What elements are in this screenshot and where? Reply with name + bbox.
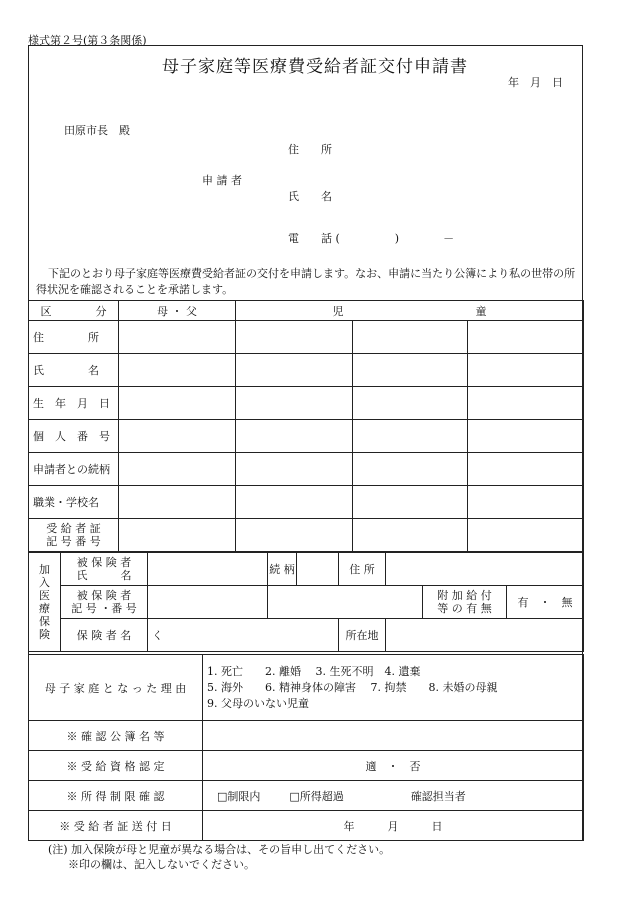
issue-date-label: ※ 受 給 者 証 送 付 日: [29, 811, 203, 841]
cell-input[interactable]: [468, 519, 584, 552]
cell-input[interactable]: [236, 519, 353, 552]
insured-name-label: 被 保 険 者 氏 名: [61, 553, 148, 586]
insured-address-label: 住 所: [339, 553, 386, 586]
cell-input[interactable]: [468, 387, 584, 420]
income-check-options: [203, 781, 584, 811]
income-check-label: ※ 所 得 制 限 確 認: [29, 781, 203, 811]
cell-input[interactable]: [236, 453, 353, 486]
cell-input[interactable]: [236, 354, 353, 387]
insured-name-input[interactable]: [148, 553, 268, 586]
cell-input[interactable]: [353, 519, 468, 552]
cell-input[interactable]: [119, 354, 236, 387]
declaration-text: 下記のとおり母子家庭等医療費受給者証の交付を申請します。なお、申請に当たり公簿により私の世帯の所得状況を確認されることを承諾します。: [36, 267, 576, 296]
row-label-personal-number: 個 人 番 号: [29, 420, 119, 453]
applicant-name-label: 氏 名: [288, 190, 332, 203]
col-header-child: 児 童: [236, 301, 584, 321]
col-header-category: 区 分: [29, 301, 119, 321]
cell-input[interactable]: [119, 321, 236, 354]
cell-input[interactable]: [236, 387, 353, 420]
extra-benefit-label: 附 加 給 付 等 の 有 無: [423, 586, 507, 619]
applicant-address-label: 住 所: [288, 143, 332, 156]
cell-input[interactable]: [468, 420, 584, 453]
cell-input[interactable]: [353, 420, 468, 453]
note-2: ※印の欄は、記入しないでください。: [68, 858, 255, 871]
relation-label: 続 柄: [268, 553, 297, 586]
cell-input[interactable]: [119, 519, 236, 552]
cell-input[interactable]: [236, 486, 353, 519]
row-label-address: 住 所: [29, 321, 119, 354]
applicant-label: 申 請 者: [202, 174, 242, 187]
row-label-birthdate: 生 年 月 日: [29, 387, 119, 420]
insured-address-input[interactable]: [386, 553, 584, 586]
eligibility-value: 適 ・ 否: [203, 751, 584, 781]
cell-input[interactable]: [353, 387, 468, 420]
cell-input[interactable]: [119, 420, 236, 453]
cell-input[interactable]: [468, 453, 584, 486]
reason-office-table: [28, 654, 584, 841]
cell-input[interactable]: [353, 486, 468, 519]
row-label-relation: 申請者との続柄: [29, 453, 119, 486]
row-label-occupation: 職業・学校名: [29, 486, 119, 519]
applicant-child-table: [28, 300, 584, 552]
insurer-name-input[interactable]: く: [148, 619, 339, 652]
cell-input[interactable]: [468, 486, 584, 519]
reason-line-3: 9. 父母のいない児童: [207, 696, 309, 710]
cell-input[interactable]: [468, 354, 584, 387]
cell-input[interactable]: [353, 321, 468, 354]
col-header-parent: 母 ・ 父: [119, 301, 236, 321]
applicant-phone-label: 電 話 ( ) －: [288, 232, 455, 245]
confirm-records-label: ※ 確 認 公 簿 名 等: [29, 721, 203, 751]
insurer-location-input[interactable]: [386, 619, 584, 652]
insurer-location-label: 所在地: [339, 619, 386, 652]
confirm-records-input: [203, 721, 584, 751]
cell-input[interactable]: [236, 321, 353, 354]
row-label-name: 氏 名: [29, 354, 119, 387]
insured-number-input-1[interactable]: [148, 586, 268, 619]
cell-input[interactable]: [353, 453, 468, 486]
cell-input[interactable]: [468, 321, 584, 354]
issue-date-value: 年 月 日: [203, 811, 584, 841]
insurance-side-label: 加 入 医 療 保 険: [29, 553, 61, 652]
addressee: 田原市長 殿: [64, 124, 130, 137]
confirmer-label: 確認担当者: [410, 789, 466, 803]
income-over-checkbox: □所得超過: [289, 789, 344, 803]
application-date: 年 月 日: [508, 76, 563, 89]
cell-input[interactable]: [119, 453, 236, 486]
insurer-name-label: 保 険 者 名: [61, 619, 148, 652]
form-title: 母子家庭等医療費受給者証交付申請書: [162, 57, 468, 77]
relation-input[interactable]: [297, 553, 339, 586]
insured-number-label: 被 保 険 者 記 号 ・番 号: [61, 586, 148, 619]
income-within-checkbox: □制限内: [217, 789, 261, 803]
form-number: 様式第２号(第３条関係): [28, 34, 147, 47]
eligibility-label: ※ 受 給 資 格 認 定: [29, 751, 203, 781]
reason-options[interactable]: [203, 655, 584, 721]
extra-benefit-value[interactable]: 有 ・ 無: [507, 586, 584, 619]
insurance-table: [28, 552, 584, 652]
row-label-certificate-number: 受 給 者 証 記 号 番 号: [29, 519, 119, 552]
cell-input[interactable]: [353, 354, 468, 387]
reason-line-1: 1. 死亡 2. 離婚 3. 生死不明 4. 遺棄: [207, 664, 421, 678]
cell-input[interactable]: [119, 387, 236, 420]
insured-number-input-2[interactable]: [268, 586, 423, 619]
reason-line-2: 5. 海外 6. 精神身体の障害 7. 拘禁 8. 未婚の母親: [207, 680, 498, 694]
cell-input[interactable]: [119, 486, 236, 519]
cell-input[interactable]: [236, 420, 353, 453]
reason-label: 母 子 家 庭 と な っ た 理 由: [29, 655, 203, 721]
note-1: (注) 加入保険が母と児童が異なる場合は、その旨申し出てください。: [48, 843, 391, 856]
